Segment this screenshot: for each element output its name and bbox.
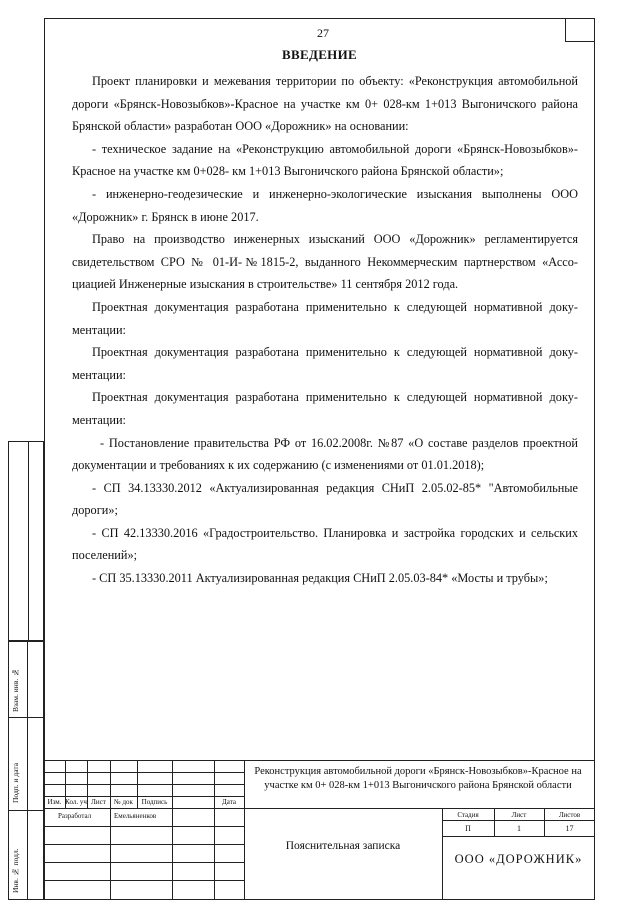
col-date: Дата [222, 798, 236, 806]
list-item: - Постановление правительства РФ от 16.02.2008г. №87 «О составе разделов проектной документации и требованиях к их содержанию (с изменениями от 01.01.2018); [72, 435, 578, 473]
col-izm: Изм. [47, 798, 62, 806]
paragraph: Проектная документация разработана применительно к следующей нормативной документации: [72, 390, 578, 427]
paragraph: Проект планировки и межевания территории по объекту: «Реконструкция автомобильной дороги «Брянск-Новозыбков»-Красное на участке км 0+ 028-км 1+013 Выгоничского района Брянской области» разработан ООО «Дорожник» на основании: [72, 74, 578, 134]
paragraph: - техническое задание на «Реконструкцию автомобильной дороги «Брянск-Новозыбков»-Красное на участке км 0+028- км 1+013 Выгоничского района Брянской области»; [72, 141, 578, 179]
list-item: - СП 35.13330.2011 Актуализированная редакция СНиП 2.05.03-84* «Мосты и трубы»; [92, 571, 548, 586]
list-item: - СП 42.13330.2016 «Градостроительство. Планировка и застройка городских и сельских поселений»; [72, 525, 578, 563]
left-margin-upper-strip [8, 441, 44, 641]
podp-data-label: Подп. и дата [11, 762, 20, 803]
sheet-header: Лист [511, 811, 527, 819]
left-margin-divider [28, 441, 29, 641]
left-margin-sep [8, 810, 44, 811]
page-title: ВВЕДЕНИЕ [282, 47, 357, 62]
paragraph: Проектная документация разработана применительно к следующей нормативной документации: [72, 299, 578, 337]
sheets-header: Листов [558, 811, 581, 819]
title-block [44, 760, 595, 900]
document-name: Пояснительная записка [285, 840, 401, 852]
paragraph: - инженерно-геодезические и инженерно-экологические изыскания выполнены ООО «Дорожник» г. Брянск в июне 2017. [72, 186, 578, 224]
page-number-box [565, 18, 595, 42]
list-item: - СП 34.13330.2012 «Актуализированная редакция СНиП 2.05.02-85* "Автомобильные дороги»; [72, 480, 578, 518]
col-signature: Подпись [141, 798, 168, 806]
stage-header: Стадия [457, 811, 479, 819]
col-kol-uch: Кол. уч [65, 798, 87, 806]
left-margin-sep [8, 717, 44, 718]
company-name: ООО «ДОРОЖНИК» [454, 852, 583, 866]
inv-zam-label: Взам. инв. № [11, 667, 20, 712]
document-body [72, 70, 578, 590]
sheets-value: 17 [565, 824, 574, 833]
inv-podl-label: Инв. № подл. [11, 848, 20, 893]
col-doc-num: № док [114, 798, 133, 806]
developer-name: Емельяненков [114, 812, 157, 820]
paragraph: Право на производство инженерных изысканий ООО «Дорожник» регламентируется свидетельством СРО № 01-И-№1815-2, выданного Некоммерческим партнерством «Ассоциацией Инженерные изыскания в строительстве» 11 сентября 2012 года. [72, 232, 578, 292]
sheet-value: 1 [517, 824, 521, 833]
stage-value: П [465, 824, 471, 833]
developed-label: Разработал [58, 812, 92, 820]
project-title: Реконструкция автомобильной дороги «Брянск-Новозыбков»-Красное на участке км 0+ 028-км 1+013 Выгоничского района Брянской области [254, 766, 582, 791]
page-number: 27 [317, 26, 329, 40]
col-list: Лист [91, 798, 106, 806]
paragraph: Проектная документация разработана применительно к следующей нормативной документации: [72, 345, 578, 382]
